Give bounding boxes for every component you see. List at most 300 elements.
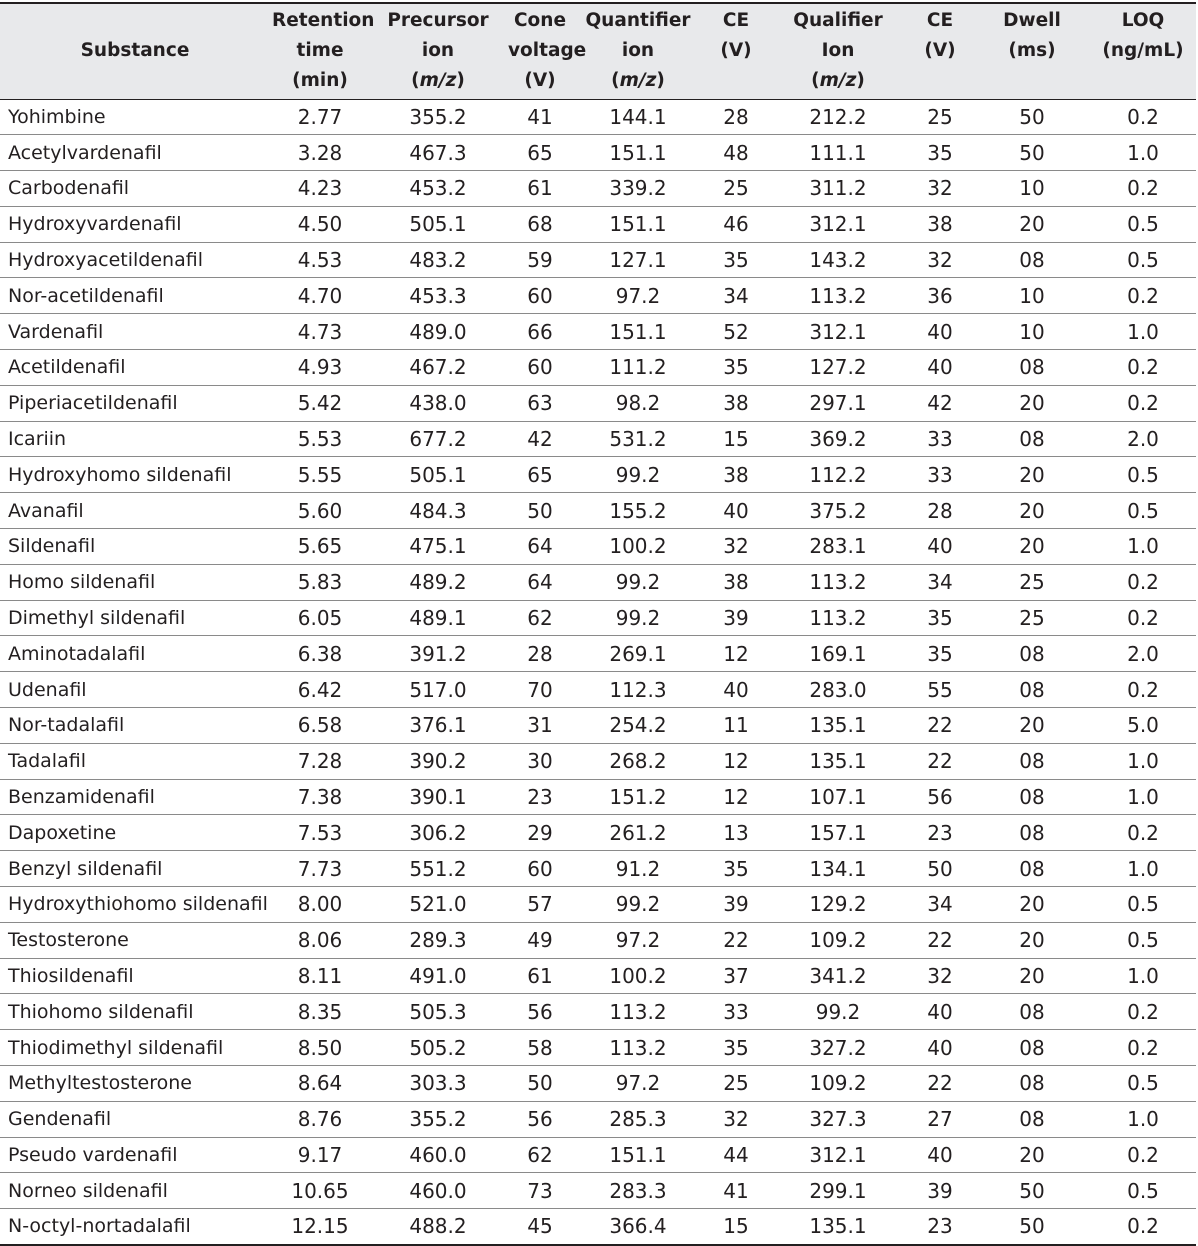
cell-retention-time: 8.50 [297,1035,343,1060]
cell-qualifier-ion: 99.2 [815,999,861,1024]
cell-cone-voltage: 30 [527,749,553,774]
cell-ce-quantifier: 25 [723,1071,749,1096]
table-row [0,242,1196,278]
cell-ce-qualifier: 40 [927,1035,953,1060]
cell-ce-quantifier: 41 [723,1178,749,1203]
cell-precursor-ion: 505.1 [409,212,467,237]
cell-ce-quantifier: 37 [723,964,749,989]
cell-ce-qualifier: 35 [927,606,953,631]
cell-qualifier-ion: 327.3 [809,1107,867,1132]
cell-dwell: 50 [1019,140,1045,165]
cell-substance: Hydroxyvardenafil [8,213,182,236]
table-row [0,994,1196,1030]
cell-retention-time: 6.58 [297,713,343,738]
cell-dwell: 08 [1019,641,1045,666]
cell-quantifier-ion: 99.2 [615,462,661,487]
cell-loq: 0.2 [1127,677,1159,702]
cell-quantifier-ion: 285.3 [609,1107,667,1132]
cell-precursor-ion: 467.2 [409,355,467,380]
cell-loq: 1.0 [1127,749,1159,774]
cell-precursor-ion: 505.3 [409,999,467,1024]
cell-cone-voltage: 64 [527,534,553,559]
cell-dwell: 50 [1019,104,1045,129]
cell-retention-time: 12.15 [291,1214,349,1239]
cell-cone-voltage: 59 [527,248,553,273]
cell-loq: 0.5 [1127,498,1159,523]
cell-ce-quantifier: 38 [723,391,749,416]
cell-cone-voltage: 65 [527,462,553,487]
cell-ce-qualifier: 40 [927,534,953,559]
cell-cone-voltage: 73 [527,1178,553,1203]
data-table [0,2,1196,1246]
cell-ce-qualifier: 56 [927,785,953,810]
header-retention-time: Retention time (min) [270,3,370,99]
cell-ce-quantifier: 12 [723,749,749,774]
cell-dwell: 08 [1019,749,1045,774]
cell-retention-time: 8.06 [297,928,343,953]
cell-ce-qualifier: 40 [927,999,953,1024]
cell-ce-qualifier: 22 [927,713,953,738]
header-qualifier-ion: Qualifier Ion (m/z) [770,3,906,99]
cell-dwell: 08 [1019,248,1045,273]
cell-precursor-ion: 355.2 [409,1107,467,1132]
table-row [0,529,1196,565]
cell-quantifier-ion: 268.2 [609,749,667,774]
cell-quantifier-ion: 97.2 [615,283,661,308]
table-row [0,350,1196,386]
cell-ce-qualifier: 40 [927,319,953,344]
header-row [0,3,1196,99]
cell-dwell: 20 [1019,964,1045,989]
cell-qualifier-ion: 135.1 [809,749,867,774]
cell-dwell: 20 [1019,534,1045,559]
cell-dwell: 08 [1019,1035,1045,1060]
cell-substance: Nor-tadalafil [8,714,125,737]
cell-loq: 0.2 [1127,820,1159,845]
cell-ce-quantifier: 48 [723,140,749,165]
table-row [0,636,1196,672]
cell-ce-quantifier: 35 [723,355,749,380]
cell-dwell: 50 [1019,1214,1045,1239]
cell-ce-quantifier: 33 [723,999,749,1024]
table-row [0,457,1196,493]
cell-loq: 5.0 [1127,713,1159,738]
cell-quantifier-ion: 113.2 [609,999,667,1024]
cell-ce-quantifier: 40 [723,498,749,523]
cell-dwell: 08 [1019,1107,1045,1132]
cell-ce-quantifier: 35 [723,248,749,273]
cell-retention-time: 8.00 [297,892,343,917]
cell-substance: Testosterone [8,929,129,952]
cell-qualifier-ion: 129.2 [809,892,867,917]
cell-dwell: 10 [1019,319,1045,344]
cell-ce-quantifier: 52 [723,319,749,344]
cell-substance: N-octyl-nortadalafil [8,1215,191,1238]
header-dwell: Dwell (ms) [974,3,1090,99]
cell-cone-voltage: 61 [527,176,553,201]
cell-loq: 0.2 [1127,1035,1159,1060]
cell-quantifier-ion: 155.2 [609,498,667,523]
cell-qualifier-ion: 311.2 [809,176,867,201]
table-row [0,779,1196,815]
cell-retention-time: 7.53 [297,820,343,845]
cell-cone-voltage: 68 [527,212,553,237]
cell-cone-voltage: 41 [527,104,553,129]
cell-dwell: 08 [1019,785,1045,810]
table-row [0,206,1196,242]
header-ce-quantifier: CE (V) [702,3,770,99]
cell-ce-quantifier: 11 [723,713,749,738]
cell-loq: 0.5 [1127,1071,1159,1096]
cell-qualifier-ion: 113.2 [809,570,867,595]
table-row [0,743,1196,779]
cell-ce-quantifier: 46 [723,212,749,237]
cell-cone-voltage: 50 [527,1071,553,1096]
cell-substance: Piperiacetildenafil [8,392,178,415]
cell-loq: 0.2 [1127,570,1159,595]
cell-precursor-ion: 491.0 [409,964,467,989]
cell-quantifier-ion: 127.1 [609,248,667,273]
cell-qualifier-ion: 312.1 [809,319,867,344]
cell-ce-quantifier: 35 [723,1035,749,1060]
cell-retention-time: 6.05 [297,606,343,631]
cell-retention-time: 2.77 [297,104,343,129]
cell-precursor-ion: 391.2 [409,641,467,666]
cell-loq: 2.0 [1127,641,1159,666]
table-row [0,958,1196,994]
cell-ce-quantifier: 25 [723,176,749,201]
table-row [0,1173,1196,1209]
header-loq: LOQ (ng/mL) [1090,3,1196,99]
cell-ce-quantifier: 22 [723,928,749,953]
cell-dwell: 20 [1019,391,1045,416]
cell-ce-qualifier: 28 [927,498,953,523]
cell-precursor-ion: 505.2 [409,1035,467,1060]
cell-retention-time: 8.64 [297,1071,343,1096]
cell-ce-quantifier: 34 [723,283,749,308]
cell-ce-qualifier: 33 [927,427,953,452]
cell-precursor-ion: 460.0 [409,1178,467,1203]
cell-dwell: 25 [1019,570,1045,595]
cell-ce-quantifier: 40 [723,677,749,702]
cell-cone-voltage: 60 [527,856,553,881]
cell-ce-quantifier: 38 [723,462,749,487]
cell-dwell: 20 [1019,1143,1045,1167]
header-precursor-ion: Precursor ion (m/z) [370,3,506,99]
cell-ce-qualifier: 35 [927,641,953,666]
cell-loq: 0.5 [1127,462,1159,487]
cell-substance: Dapoxetine [8,821,117,844]
cell-quantifier-ion: 144.1 [609,104,667,129]
cell-retention-time: 7.38 [297,785,343,810]
table-row [0,171,1196,207]
cell-retention-time: 9.17 [297,1143,343,1167]
cell-retention-time: 8.11 [297,964,343,989]
cell-precursor-ion: 517.0 [409,677,467,702]
cell-quantifier-ion: 99.2 [615,606,661,631]
cell-precursor-ion: 489.0 [409,319,467,344]
cell-cone-voltage: 58 [527,1035,553,1060]
cell-cone-voltage: 31 [527,713,553,738]
cell-precursor-ion: 306.2 [409,820,467,845]
cell-cone-voltage: 28 [527,641,553,666]
cell-substance: Homo sildenafil [8,571,156,594]
cell-ce-quantifier: 32 [723,534,749,559]
cell-qualifier-ion: 135.1 [809,713,867,738]
table-row [0,314,1196,350]
table-row [0,708,1196,744]
cell-precursor-ion: 438.0 [409,391,467,416]
cell-quantifier-ion: 254.2 [609,713,667,738]
cell-substance: Tadalafil [8,750,86,773]
cell-cone-voltage: 57 [527,892,553,917]
cell-qualifier-ion: 283.0 [809,677,867,702]
cell-quantifier-ion: 531.2 [609,427,667,452]
cell-retention-time: 4.70 [297,283,343,308]
cell-precursor-ion: 484.3 [409,498,467,523]
cell-qualifier-ion: 109.2 [809,1071,867,1096]
cell-substance: Icariin [8,428,67,451]
cell-qualifier-ion: 107.1 [809,785,867,810]
table-row [0,1101,1196,1137]
cell-precursor-ion: 505.1 [409,462,467,487]
cell-substance: Yohimbine [8,105,106,128]
table-row [0,135,1196,171]
cell-precursor-ion: 488.2 [409,1214,467,1239]
cell-retention-time: 4.50 [297,212,343,237]
header-quantifier-ion: Quantifier ion (m/z) [574,3,702,99]
cell-substance: Udenafil [8,678,87,701]
cell-ce-quantifier: 35 [723,856,749,881]
cell-substance: Acetildenafil [8,356,126,379]
cell-ce-quantifier: 12 [723,641,749,666]
cell-precursor-ion: 355.2 [409,104,467,129]
table-row [0,1209,1196,1245]
cell-cone-voltage: 60 [527,355,553,380]
cell-cone-voltage: 23 [527,785,553,810]
cell-cone-voltage: 61 [527,964,553,989]
cell-ce-qualifier: 34 [927,892,953,917]
table-row [0,421,1196,457]
cell-retention-time: 5.53 [297,427,343,452]
cell-loq: 0.2 [1127,355,1159,380]
cell-substance: Thiodimethyl sildenafil [8,1036,224,1059]
cell-retention-time: 6.42 [297,677,343,702]
cell-ce-qualifier: 36 [927,283,953,308]
cell-quantifier-ion: 98.2 [615,391,661,416]
cell-quantifier-ion: 113.2 [609,1035,667,1060]
cell-retention-time: 4.23 [297,176,343,201]
cell-quantifier-ion: 339.2 [609,176,667,201]
cell-dwell: 08 [1019,427,1045,452]
cell-precursor-ion: 376.1 [409,713,467,738]
cell-substance: Hydroxyhomo sildenafil [8,463,232,486]
cell-substance: Sildenafil [8,535,96,558]
table-row [0,99,1196,135]
cell-ce-qualifier: 23 [927,820,953,845]
table-row [0,385,1196,421]
cell-loq: 0.2 [1127,283,1159,308]
cell-dwell: 20 [1019,892,1045,917]
cell-loq: 0.2 [1127,104,1159,129]
cell-qualifier-ion: 212.2 [809,104,867,129]
cell-ce-quantifier: 39 [723,606,749,631]
cell-qualifier-ion: 283.1 [809,534,867,559]
cell-loq: 1.0 [1127,1107,1159,1132]
cell-loq: 0.2 [1127,999,1159,1024]
cell-quantifier-ion: 111.2 [609,355,667,380]
cell-loq: 0.2 [1127,176,1159,201]
cell-quantifier-ion: 151.1 [609,1143,667,1167]
cell-quantifier-ion: 283.3 [609,1178,667,1203]
cell-ce-qualifier: 50 [927,856,953,881]
cell-retention-time: 3.28 [297,140,343,165]
cell-dwell: 20 [1019,713,1045,738]
cell-cone-voltage: 49 [527,928,553,953]
cell-qualifier-ion: 341.2 [809,964,867,989]
table-row [0,1137,1196,1173]
cell-ce-qualifier: 27 [927,1107,953,1132]
cell-qualifier-ion: 312.1 [809,1143,867,1167]
cell-retention-time: 4.73 [297,319,343,344]
cell-ce-qualifier: 22 [927,749,953,774]
cell-cone-voltage: 56 [527,999,553,1024]
cell-quantifier-ion: 97.2 [615,1071,661,1096]
cell-precursor-ion: 521.0 [409,892,467,917]
cell-cone-voltage: 50 [527,498,553,523]
cell-precursor-ion: 467.3 [409,140,467,165]
cell-qualifier-ion: 299.1 [809,1178,867,1203]
header-cone-voltage: Cone voltage (V) [506,3,574,99]
cell-dwell: 10 [1019,176,1045,201]
cell-quantifier-ion: 100.2 [609,534,667,559]
cell-loq: 0.5 [1127,892,1159,917]
cell-substance: Thiosildenafil [8,965,134,988]
cell-precursor-ion: 460.0 [409,1143,467,1167]
cell-retention-time: 5.83 [297,570,343,595]
cell-dwell: 08 [1019,355,1045,380]
cell-dwell: 08 [1019,1071,1045,1096]
table-row [0,564,1196,600]
cell-ce-qualifier: 55 [927,677,953,702]
cell-qualifier-ion: 113.2 [809,606,867,631]
cell-substance: Aminotadalafil [8,642,146,665]
cell-precursor-ion: 551.2 [409,856,467,881]
cell-cone-voltage: 29 [527,820,553,845]
cell-precursor-ion: 483.2 [409,248,467,273]
cell-precursor-ion: 453.3 [409,283,467,308]
cell-precursor-ion: 475.1 [409,534,467,559]
table-header [0,3,1196,99]
cell-substance: Gendenafil [8,1108,112,1131]
cell-qualifier-ion: 143.2 [809,248,867,273]
cell-qualifier-ion: 135.1 [809,1214,867,1239]
cell-cone-voltage: 62 [527,1143,553,1167]
table-row [0,815,1196,851]
cell-precursor-ion: 489.1 [409,606,467,631]
cell-quantifier-ion: 112.3 [609,677,667,702]
cell-loq: 1.0 [1127,856,1159,881]
cell-retention-time: 5.60 [297,498,343,523]
cell-ce-qualifier: 35 [927,140,953,165]
cell-ce-qualifier: 23 [927,1214,953,1239]
cell-ce-qualifier: 32 [927,248,953,273]
cell-quantifier-ion: 151.1 [609,319,667,344]
cell-ce-quantifier: 12 [723,785,749,810]
cell-loq: 0.2 [1127,606,1159,631]
cell-retention-time: 7.28 [297,749,343,774]
cell-substance: Vardenafil [8,320,104,343]
cell-quantifier-ion: 366.4 [609,1214,667,1239]
cell-dwell: 20 [1019,928,1045,953]
cell-ce-qualifier: 32 [927,176,953,201]
cell-qualifier-ion: 312.1 [809,212,867,237]
cell-qualifier-ion: 109.2 [809,928,867,953]
cell-loq: 1.0 [1127,319,1159,344]
cell-quantifier-ion: 91.2 [615,856,661,881]
cell-retention-time: 6.38 [297,641,343,666]
cell-quantifier-ion: 100.2 [609,964,667,989]
cell-cone-voltage: 60 [527,283,553,308]
cell-retention-time: 5.55 [297,462,343,487]
cell-loq: 0.2 [1127,391,1159,416]
cell-ce-qualifier: 22 [927,1071,953,1096]
cell-substance: Hydroxythiohomo sildenafil [8,893,268,916]
cell-qualifier-ion: 111.1 [809,140,867,165]
table-row [0,1066,1196,1102]
cell-ce-qualifier: 34 [927,570,953,595]
cell-cone-voltage: 42 [527,427,553,452]
cell-ce-qualifier: 32 [927,964,953,989]
cell-retention-time: 8.35 [297,999,343,1024]
cell-substance: Nor-acetildenafil [8,284,164,307]
cell-dwell: 08 [1019,677,1045,702]
cell-substance: Norneo sildenafil [8,1179,168,1202]
cell-loq: 1.0 [1127,534,1159,559]
cell-quantifier-ion: 151.2 [609,785,667,810]
cell-ce-quantifier: 28 [723,104,749,129]
cell-qualifier-ion: 134.1 [809,856,867,881]
cell-qualifier-ion: 169.1 [809,641,867,666]
header-ce-qualifier: CE (V) [906,3,974,99]
cell-substance: Dimethyl sildenafil [8,607,186,630]
cell-precursor-ion: 677.2 [409,427,467,452]
cell-precursor-ion: 489.2 [409,570,467,595]
cell-precursor-ion: 390.1 [409,785,467,810]
table-row [0,851,1196,887]
cell-quantifier-ion: 151.1 [609,212,667,237]
cell-quantifier-ion: 99.2 [615,892,661,917]
cell-qualifier-ion: 112.2 [809,462,867,487]
cell-loq: 1.0 [1127,964,1159,989]
cell-loq: 2.0 [1127,427,1159,452]
cell-precursor-ion: 453.2 [409,176,467,201]
cell-ce-qualifier: 40 [927,1143,953,1167]
cell-substance: Hydroxyacetildenafil [8,249,203,272]
cell-loq: 0.2 [1127,1143,1159,1167]
cell-ce-qualifier: 33 [927,462,953,487]
cell-ce-qualifier: 22 [927,928,953,953]
cell-ce-quantifier: 15 [723,1214,749,1239]
table-row [0,493,1196,529]
cell-dwell: 10 [1019,283,1045,308]
cell-loq: 1.0 [1127,785,1159,810]
cell-substance: Benzamidenafil [8,786,155,809]
cell-precursor-ion: 303.3 [409,1071,467,1096]
cell-ce-quantifier: 13 [723,820,749,845]
cell-qualifier-ion: 113.2 [809,283,867,308]
cell-ce-quantifier: 15 [723,427,749,452]
